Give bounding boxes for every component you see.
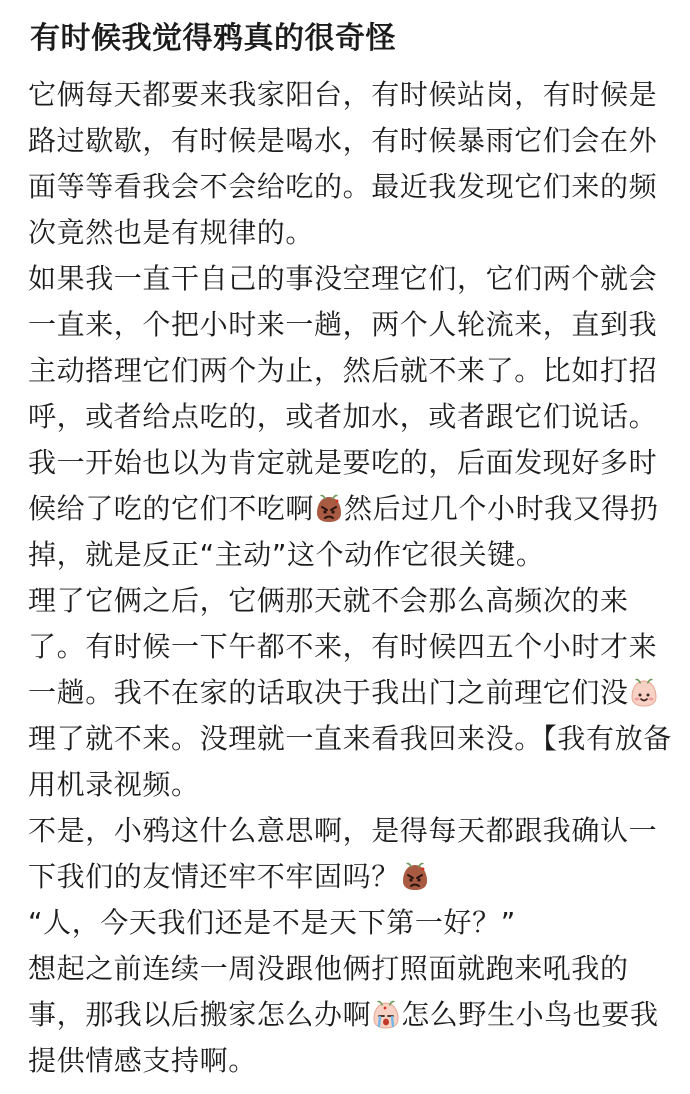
post-title: 有时候我觉得鸦真的很奇怪 (30, 21, 396, 56)
post-line: 面等等看我会不会给吃的。最近我发现它们来的频 (28, 170, 658, 203)
angry-face-emoji-icon (401, 861, 429, 891)
post-line: 呼，或者给点吃的，或者加水，或者跟它们说话。 (28, 400, 658, 433)
post-line: 掉，就是反正“主动”这个动作它很关键。 (28, 538, 545, 571)
post-line: 如果我一直干自己的事没空理它们，它们两个就会 (28, 262, 658, 295)
post-line: 我一开始也以为肯定就是要吃的，后面发现好多时 (28, 446, 658, 479)
post-line: 理了就不来。没理就一直来看我回来没。【我有放备 (28, 722, 672, 755)
post-line: 主动搭理它们两个为止，然后就不来了。比如打招 (28, 354, 658, 387)
post-line (28, 486, 659, 532)
post-line-text: 候给了吃的它们不吃啊 (28, 492, 315, 525)
post-line-text: 然后过几个小时我又得扔 (344, 492, 659, 525)
post-line (28, 992, 659, 1038)
post-line: 不是，小鸦这什么意思啊，是得每天都跟我确认一 (28, 814, 658, 847)
crying-face-emoji-icon (372, 999, 400, 1029)
post-line: 路过歇歇，有时候是喝水，有时候暴雨它们会在外 (28, 124, 658, 157)
angry-face-emoji-icon (315, 493, 343, 523)
smiling-face-emoji-icon (630, 677, 658, 707)
post-line: “人，今天我们还是不是天下第一好？” (28, 906, 516, 939)
post-line: 次竟然也是有规律的。 (28, 216, 315, 249)
post-line: 用机录视频。 (28, 768, 200, 801)
post-line: 一直来，个把小时来一趟，两个人轮流来，直到我 (28, 308, 658, 341)
post-line-text: 一趟。我不在家的话取决于我出门之前理它们没 (28, 676, 629, 709)
post-line: 理了它俩之后，它俩那天就不会那么高频次的来 (28, 584, 629, 617)
post-line (28, 670, 659, 716)
post-line-text: 怎么野生小鸟也要我 (401, 998, 659, 1031)
post-line: 了。有时候一下午都不来，有时候四五个小时才来 (28, 630, 658, 663)
post-line (28, 854, 430, 900)
post-line-text: 事，那我以后搬家怎么办啊 (28, 998, 372, 1031)
post-line: 提供情感支持啊。 (28, 1044, 257, 1077)
post-line: 它俩每天都要来我家阳台，有时候站岗，有时候是 (28, 78, 658, 111)
post-line-text: 下我们的友情还牢不牢固吗？ (28, 860, 400, 893)
post-line: 想起之前连续一周没跟他俩打照面就跑来吼我的 (28, 952, 629, 985)
